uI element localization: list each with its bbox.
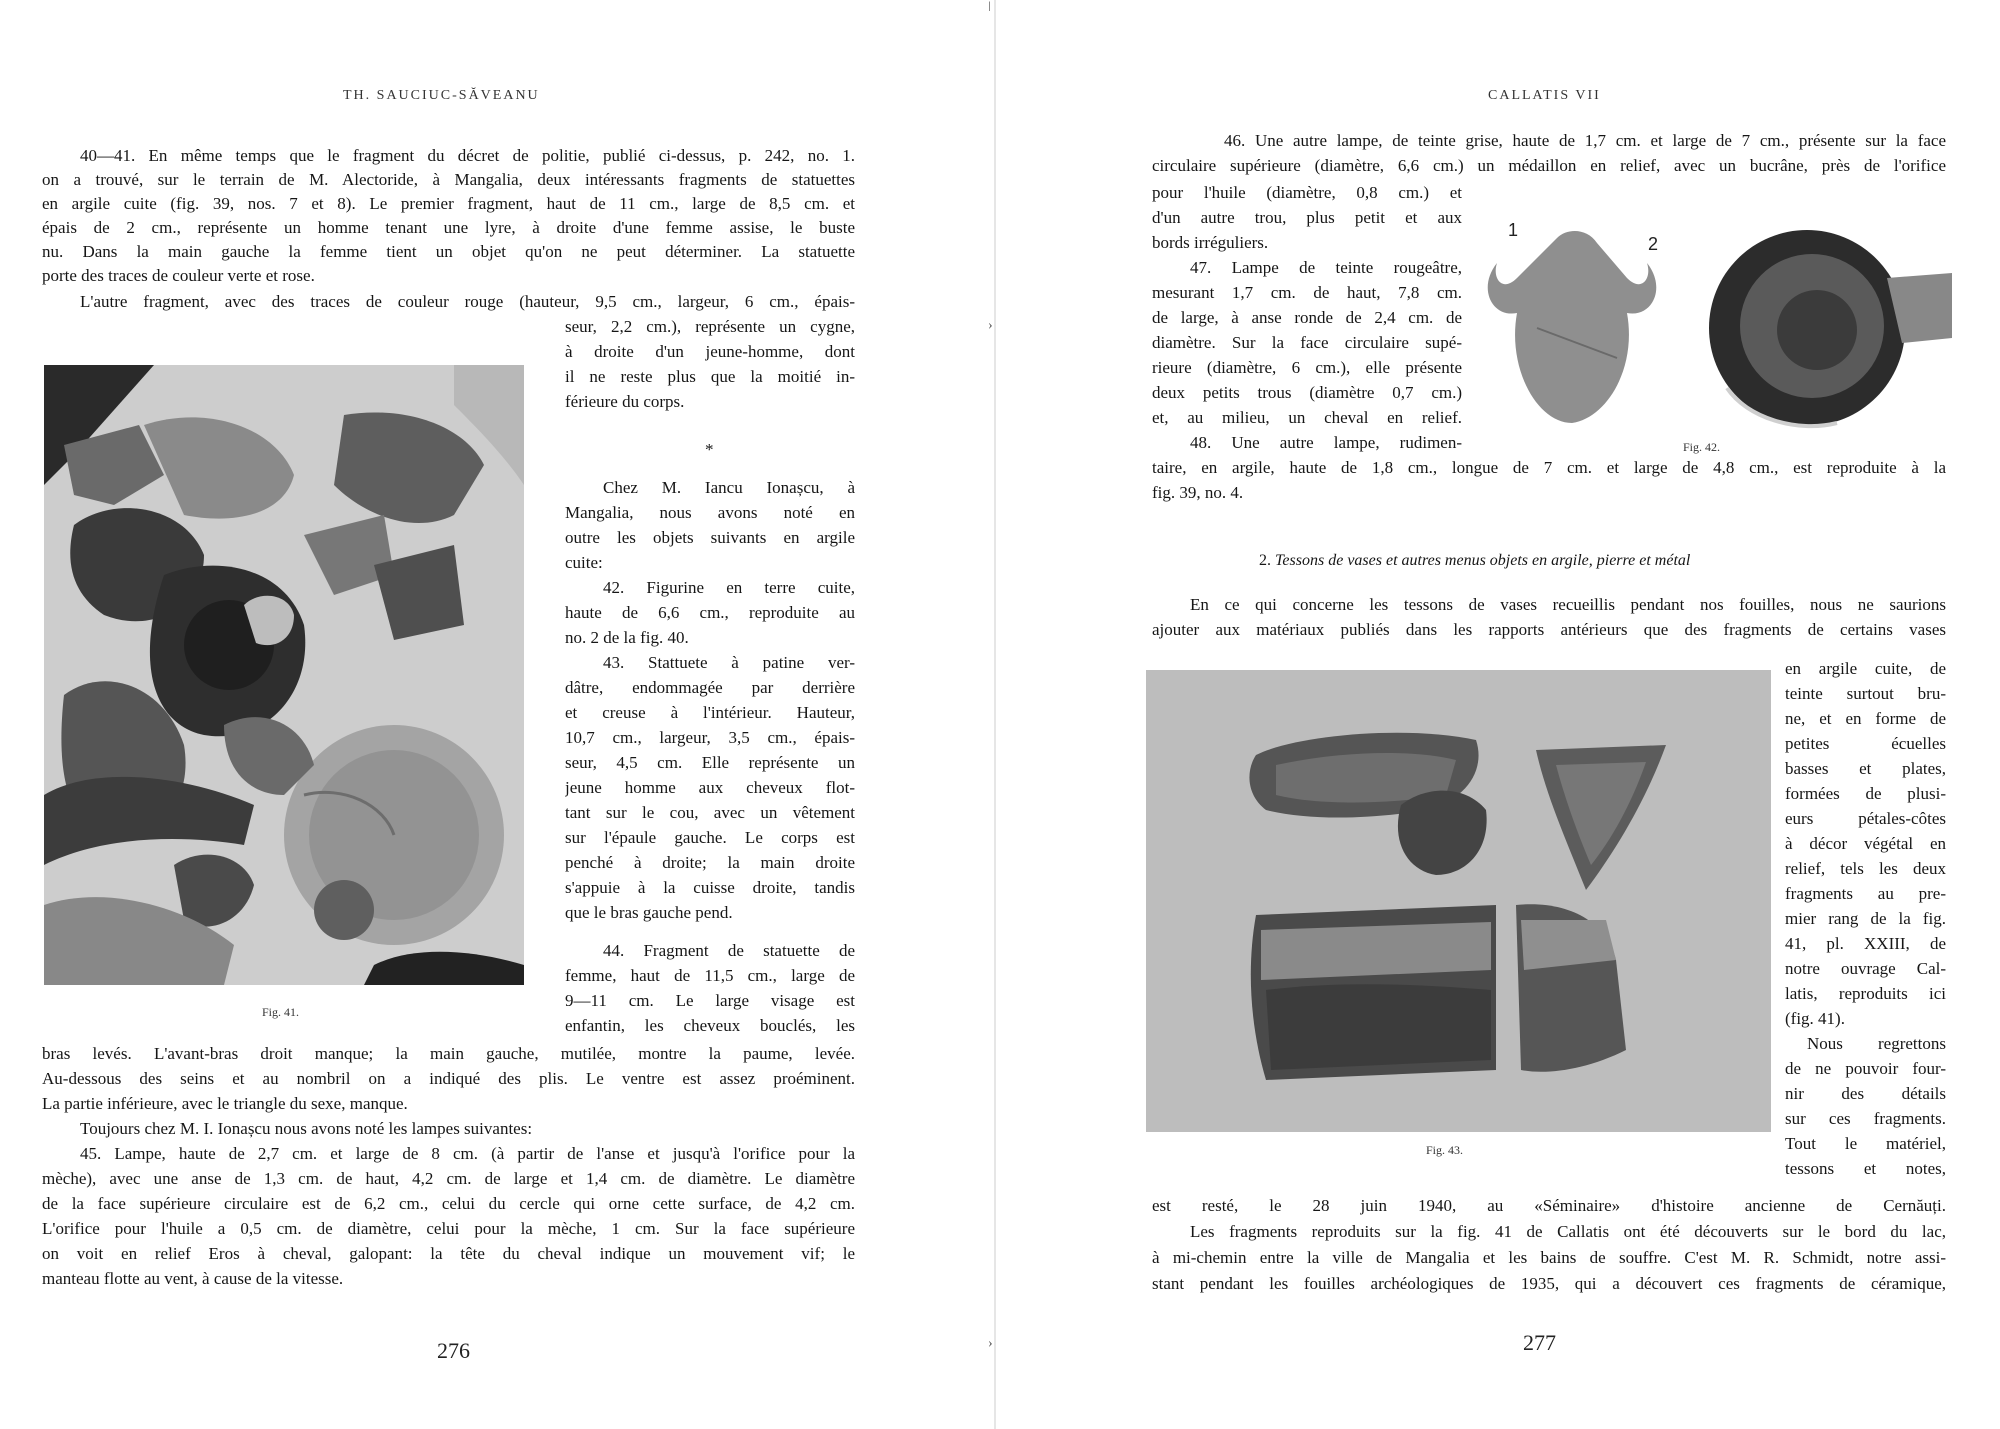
figure-43-caption: Fig. 43.	[1426, 1143, 1464, 1157]
text-line: ne, et en forme de	[1785, 709, 1946, 728]
text-line: outre les objets suivants en argile	[565, 528, 855, 547]
text-line: 44. Fragment de statuette de	[603, 941, 855, 960]
page-number: 277	[1523, 1330, 1556, 1355]
text-line: fragments au pre-	[1785, 884, 1946, 903]
text-line: sur ces fragments.	[1785, 1109, 1946, 1128]
text-line: manteau flotte au vent, à cause de la vitesse.	[42, 1269, 344, 1288]
text-line: nu. Dans la main gauche la femme tient un objet qu'on ne peut déterminer. La statuette	[42, 242, 855, 261]
text-line: Nous regrettons	[1807, 1034, 1946, 1053]
figure-42-label-1: 1	[1508, 220, 1519, 240]
text-line: 48. Une autre lampe, rudimen-	[1190, 433, 1462, 452]
text-line: Les fragments reproduits sur la fig. 41 de Callatis ont été découverts sur le bord du lac,	[1190, 1222, 1946, 1241]
text-line: et creuse à l'intérieur. Hauteur,	[565, 703, 855, 722]
text-line: L'autre fragment, avec des traces de couleur rouge (hauteur, 9,5 cm., largeur, 6 cm., épais-	[80, 292, 855, 311]
asterism: *	[705, 440, 714, 459]
text-line: à mi-chemin entre la ville de Mangalia et les bains de souffre. C'est M. R. Schmidt, notre assi-	[1152, 1248, 1946, 1267]
running-header: CALLATIS VII	[1488, 88, 1601, 103]
figure-41-caption: Fig. 41.	[262, 1005, 300, 1019]
text-line: 40—41. En même temps que le fragment du décret de politie, publié ci-dessus, p. 242, no. 1.	[80, 146, 855, 165]
text-line: mier rang de la fig.	[1785, 909, 1946, 928]
text-line: rieure (diamètre, 6 cm.), elle présente	[1152, 358, 1462, 377]
text-line: porte des traces de couleur verte et rose.	[42, 266, 315, 285]
text-line: enfantin, les cheveux bouclés, les	[565, 1016, 855, 1035]
text-line: basses et plates,	[1785, 759, 1946, 778]
figure-42-label-2: 2	[1648, 234, 1659, 254]
text-line: pour l'huile (diamètre, 0,8 cm.) et	[1152, 183, 1462, 202]
text-line: est resté, le 28 juin 1940, au «Séminaire» d'histoire ancienne de Cernăuți.	[1152, 1196, 1946, 1215]
section-title: Tessons de vases et autres menus objets en argile, pierre et métal	[1275, 552, 1691, 569]
spine-mark: ›	[988, 318, 993, 333]
text-line: il ne reste plus que la moitié in-	[565, 367, 855, 386]
text-line: à droite d'un jeune-homme, dont	[565, 342, 855, 361]
text-line: penché à droite; la main droite	[565, 853, 855, 872]
text-line: En ce qui concerne les tessons de vases recueillis pendant nos fouilles, nous ne saurions	[1190, 595, 1946, 614]
text-line: tant sur le cou, avec un vêtement	[565, 803, 855, 822]
spine-mark: ǀ	[988, 0, 991, 15]
text-line: teinte surtout bru-	[1785, 684, 1946, 703]
text-line: taire, en argile, haute de 1,8 cm., longue de 7 cm. et large de 4,8 cm., est reproduite à la	[1152, 458, 1946, 477]
text-line: formées de plusi-	[1785, 784, 1946, 803]
text-line: 46. Une autre lampe, de teinte grise, haute de 1,7 cm. et large de 7 cm., présente sur la face	[1224, 131, 1946, 150]
text-line: Tout le matériel,	[1785, 1134, 1946, 1153]
text-line: mesurant 1,7 cm. de haut, 7,8 cm.	[1152, 283, 1462, 302]
text-line: 47. Lampe de teinte rougeâtre,	[1190, 258, 1462, 277]
text-line: Au-dessous des seins et au nombril on a indiqué des plis. Le ventre est assez proéminent.	[42, 1069, 855, 1088]
text-line: no. 2 de la fig. 40.	[565, 628, 689, 647]
section-heading	[1259, 552, 1690, 570]
spine-mark: ›	[988, 1336, 993, 1351]
text-line: Mangalia, nous avons noté en	[565, 503, 855, 522]
text-line: mèche), avec une anse de 1,3 cm. de haut, 4,2 cm. de large et 1,4 cm. de diamètre. Le diamètre	[42, 1169, 855, 1188]
text-line: 43. Stattuete à patine ver-	[603, 653, 855, 672]
page-number: 276	[437, 1338, 470, 1363]
text-line: femme, haut de 11,5 cm., large de	[565, 966, 855, 985]
figure-41-photo	[44, 365, 524, 985]
left-page	[0, 0, 995, 1429]
text-line: on voit en relief Eros à cheval, galopant: la tête du cheval indique un mouvement vif; le	[42, 1244, 855, 1263]
text-line: s'appuie à la cuisse droite, tandis	[565, 878, 855, 897]
text-line: ajouter aux matériaux publiés dans les rapports antérieurs que des fragments de certains vases	[1152, 620, 1946, 639]
text-line: 10,7 cm., largeur, 3,5 cm., épais-	[565, 728, 855, 747]
text-line: cuite:	[565, 553, 603, 572]
text-line: bords irréguliers.	[1152, 233, 1269, 252]
text-line: 45. Lampe, haute de 2,7 cm. et large de 8 cm. (à partir de l'anse et jusqu'à l'orifice pour la	[80, 1144, 855, 1163]
text-line: de la face supérieure circulaire est de 6,2 cm., celui du cercle qui orne cette surface, de 4,2 cm.	[42, 1194, 855, 1213]
figure-42-caption: Fig. 42.	[1683, 440, 1721, 454]
text-line: en argile cuite, de	[1785, 659, 1946, 678]
text-line: de large, à anse ronde de 2,4 cm. de	[1152, 308, 1462, 327]
text-line: d'un autre trou, plus petit et aux	[1152, 208, 1462, 227]
text-line: Toujours chez M. I. Ionașcu nous avons noté les lampes suivantes:	[80, 1119, 533, 1138]
text-line: notre ouvrage Cal-	[1785, 959, 1946, 978]
text-line: petites écuelles	[1785, 734, 1946, 753]
text-line: (fig. 41).	[1785, 1009, 1845, 1028]
running-header: TH. SAUCIUC-SĂVEANU	[343, 88, 540, 103]
figure-42-photo	[1477, 218, 1952, 435]
text-line: de ne pouvoir four-	[1785, 1059, 1946, 1078]
text-line: fig. 39, no. 4.	[1152, 483, 1244, 502]
text-line: eurs pétales-côtes	[1785, 809, 1946, 828]
text-line: L'orifice pour l'huile a 0,5 cm. de diamètre, celui pour la mèche, 1 cm. Sur la face supérieure	[42, 1219, 855, 1238]
text-line: deux petits trous (diamètre 0,7 cm.)	[1152, 383, 1462, 402]
text-line: à décor végétal en	[1785, 834, 1946, 853]
text-line: épais de 2 cm., représente un homme tenant une lyre, à droite d'une femme assise, le buste	[42, 218, 855, 237]
text-line: stant pendant les fouilles archéologiques de 1935, qui a découvert ces fragments de céramique,	[1152, 1274, 1946, 1293]
text-line: et, au milieu, un cheval en relief.	[1152, 408, 1462, 427]
text-line: relief, tels les deux	[1785, 859, 1946, 878]
text-line: haute de 6,6 cm., reproduite au	[565, 603, 855, 622]
section-number: 2.	[1259, 552, 1271, 569]
text-line: nir des détails	[1785, 1084, 1946, 1103]
text-line: que le bras gauche pend.	[565, 903, 733, 922]
text-line: latis, reproduits ici	[1785, 984, 1946, 1003]
right-page	[995, 0, 2000, 1429]
text-line: seur, 4,5 cm. Elle représente un	[565, 753, 855, 772]
text-line: en argile cuite (fig. 39, nos. 7 et 8). Le premier fragment, haut de 11 cm., large de 8,5 cm. et	[42, 194, 855, 213]
text-line: seur, 2,2 cm.), représente un cygne,	[565, 317, 855, 336]
text-line: jeune homme aux cheveux flot-	[565, 778, 855, 797]
text-line: dâtre, endommagée par derrière	[565, 678, 855, 697]
text-line: 9—11 cm. Le large visage est	[565, 991, 855, 1010]
text-line: diamètre. Sur la face circulaire supé-	[1152, 333, 1462, 352]
text-line: La partie inférieure, avec le triangle du sexe, manque.	[42, 1094, 408, 1113]
text-line: 41, pl. XXIII, de	[1785, 934, 1946, 953]
figure-43-photo	[1146, 670, 1771, 1132]
text-line: tessons et notes,	[1785, 1159, 1946, 1178]
text-line: circulaire supérieure (diamètre, 6,6 cm.) un médaillon en relief, avec un bucrâne, près de l'orifice	[1152, 156, 1946, 175]
text-line: on a trouvé, sur le terrain de M. Alectoride, à Mangalia, deux intéressants fragments de statuettes	[42, 170, 855, 189]
text-line: férieure du corps.	[565, 392, 685, 411]
text-line: Chez M. Iancu Ionașcu, à	[603, 478, 855, 497]
text-line: 42. Figurine en terre cuite,	[603, 578, 855, 597]
text-line: bras levés. L'avant-bras droit manque; la main gauche, mutilée, montre la paume, levée.	[42, 1044, 855, 1063]
text-line: sur l'épaule gauche. Le corps est	[565, 828, 855, 847]
